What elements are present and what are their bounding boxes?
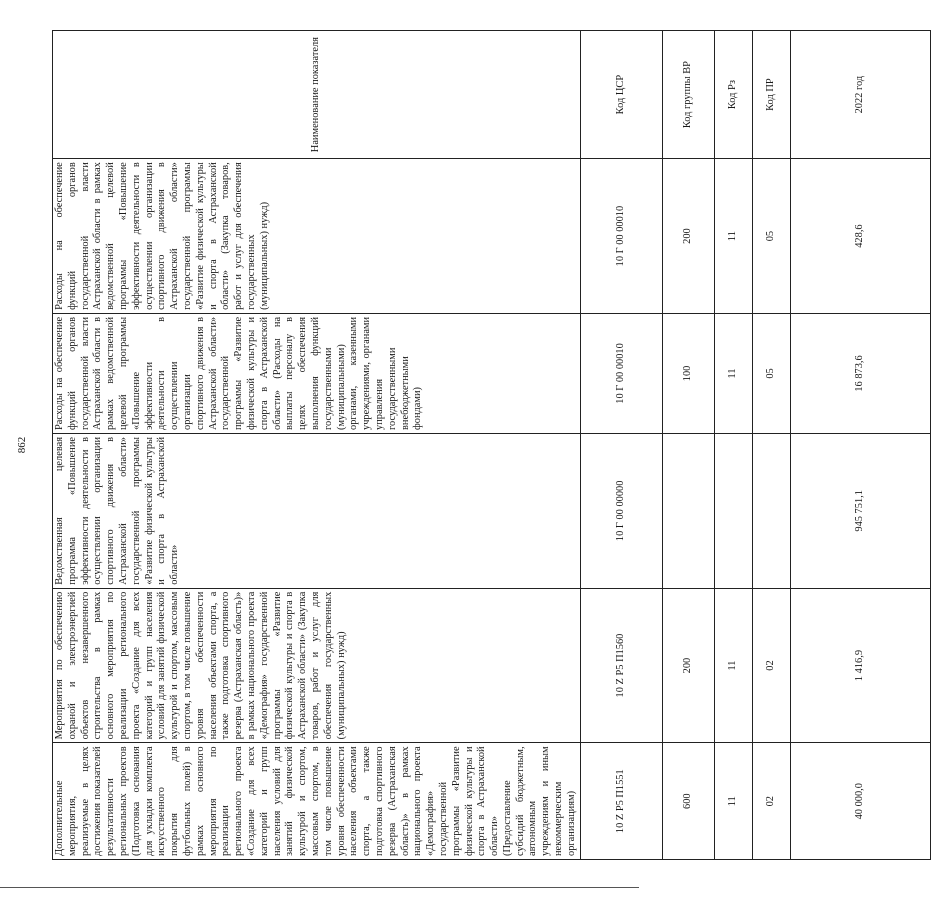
row-1-pr: 02 bbox=[752, 743, 790, 860]
row-3-vr bbox=[662, 433, 714, 588]
page-bottom-rule bbox=[0, 887, 639, 888]
budget-table bbox=[52, 30, 931, 860]
row-2-csr: 10 Z P5 П1560 bbox=[580, 588, 662, 743]
header-name: Наименование показателя bbox=[53, 31, 581, 159]
row-3-csr: 10 Г 00 00000 bbox=[580, 433, 662, 588]
rotated-table-container bbox=[52, 30, 865, 860]
header-year: 2022 год bbox=[790, 31, 930, 159]
row-3-name: Ведомственная целевая программа «Повышение эффективности деятельности в осуществлении организации спортивного движения в Астраханской области» государственной программы «Развитие физической культуры и спорта в Астраханской области» bbox=[53, 433, 581, 588]
row-3-amount: 945 751,1 bbox=[790, 433, 930, 588]
header-csr: Код ЦСР bbox=[580, 31, 662, 159]
row-5-pr: 05 bbox=[752, 159, 790, 314]
row-3-pr bbox=[752, 433, 790, 588]
row-1-vr: 600 bbox=[662, 743, 714, 860]
row-1-rz: 11 bbox=[714, 743, 752, 860]
row-4-csr: 10 Г 00 00010 bbox=[580, 313, 662, 433]
row-4-pr: 05 bbox=[752, 313, 790, 433]
row-2-vr: 200 bbox=[662, 588, 714, 743]
header-pr: Код ПР bbox=[752, 31, 790, 159]
row-4-amount: 16 873,6 bbox=[790, 313, 930, 433]
header-rz: Код Рз bbox=[714, 31, 752, 159]
row-1-amount: 40 000,0 bbox=[790, 743, 930, 860]
row-2-pr: 02 bbox=[752, 588, 790, 743]
row-5-rz: 11 bbox=[714, 159, 752, 314]
row-2-rz: 11 bbox=[714, 588, 752, 743]
row-2-name: Мероприятия по обеспечению охраной и электроэнергией объектов незавершенного строительства в рамках основного мероприятия по реализации регионального проекта «Создание для всех категорий и групп населения условий для занятий физической культурой и спортом, массовым спортом, в том числе повышение уровня обеспеченности населения объектами спорта, а также подготовка спортивного резерва (Астраханская область)» в рамках национального проекта «Демография» государственной программы «Развитие физической культуры и спорта в Астраханской области» (Закупка товаров, работ и услуг для обеспечения государственных (муниципальных) нужд) bbox=[53, 588, 581, 743]
row-5-amount: 428,6 bbox=[790, 159, 930, 314]
row-4-rz: 11 bbox=[714, 313, 752, 433]
row-5-csr: 10 Г 00 00010 bbox=[580, 159, 662, 314]
row-3-rz bbox=[714, 433, 752, 588]
row-4-name: Расходы на обеспечение функций органов государственной власти Астраханской области в рамках ведомственной целевой программы «Повышение эффективности деятельности в осуществлении организации спортивного движения в Астраханской области» государственной программы «Развитие физической культуры и спорта в Астраханской области» (Расходы на выплаты персоналу в целях обеспечения выполнения функций государственными (муниципальными) органами, казенными учреждениями, органами управления государственными внебюджетными фондами) bbox=[53, 313, 581, 433]
row-4-vr: 100 bbox=[662, 313, 714, 433]
row-5-name: Расходы на обеспечение функций органов государственной власти Астраханской области в рамках ведомственной целевой программы «Повышение эффективности деятельности в осуществлении организации спортивного движения в Астраханской области» государственной программы «Развитие физической культуры и спорта в Астраханской области» (Закупка товаров, работ и услуг для обеспечения государственных (муниципальных) нужд) bbox=[53, 159, 581, 314]
row-5-vr: 200 bbox=[662, 159, 714, 314]
header-vr: Код группы ВР bbox=[662, 31, 714, 159]
row-2-amount: 1 416,9 bbox=[790, 588, 930, 743]
row-1-csr: 10 Z P5 П1551 bbox=[580, 743, 662, 860]
row-1-name: Дополнительные мероприятия, реализуемые в целях достижения показателей результативности региональных проектов (Подготовка основания для укладки комплекта искусственного покрытия для футбольных полей) в рамках основного мероприятия по реализации регионального проекта «Создание для всех категорий и групп населения условий для занятий физической культурой и спортом, массовым спортом, в том числе повышение уровня обеспеченности населения объектами спорта, а также подготовка спортивного резерва (Астраханская область)» в рамках национального проекта «Демография» государственной программы «Развитие физической культуры и спорта в Астраханской области» (Предоставление субсидий бюджетным, автономным учреждениям и иным некоммерческим организациям) bbox=[53, 743, 581, 860]
page-number: 862 bbox=[16, 436, 28, 454]
